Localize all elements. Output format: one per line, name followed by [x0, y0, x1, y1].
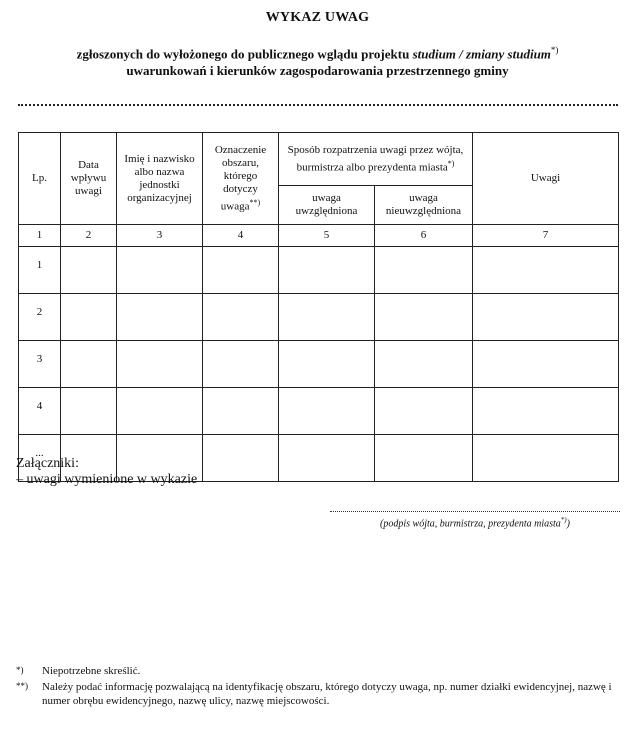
table-row [19, 388, 619, 435]
table-cell[interactable] [473, 435, 619, 482]
municipality-name-field[interactable] [18, 104, 618, 106]
column-number: 4 [203, 225, 279, 247]
header-method [279, 133, 473, 186]
row-number: 4 [19, 388, 61, 435]
header-remarks: Uwagi [473, 133, 619, 225]
table-cell[interactable] [279, 435, 375, 482]
table-row [19, 341, 619, 388]
column-number-row [19, 225, 619, 247]
column-number: 6 [375, 225, 473, 247]
header-lp: Lp. [19, 133, 61, 225]
footnote-text: Należy podać informację pozwalającą na identyfikację obszaru, którego dotyczy uwaga, np. numer działki ewidencyjnej, nazwę i numer obrębu ewidencyjnego, nazwę ulicy, nazwę miejscowości. [42, 681, 612, 707]
column-number: 3 [117, 225, 203, 247]
table-row [19, 247, 619, 294]
attachments-section [16, 456, 197, 488]
table-cell[interactable] [61, 247, 117, 294]
header-area-mark: **) [249, 197, 261, 207]
table-cell[interactable] [203, 341, 279, 388]
header-area-text: Oznaczenie obszaru, którego dotyczy uwaga [214, 143, 267, 213]
table-cell[interactable] [375, 247, 473, 294]
footnote [16, 680, 626, 708]
table-cell[interactable] [375, 435, 473, 482]
table-cell[interactable] [375, 294, 473, 341]
table-cell[interactable] [473, 247, 619, 294]
table-cell[interactable] [375, 388, 473, 435]
footnote-mark: **) [16, 681, 28, 691]
column-number: 2 [61, 225, 117, 247]
table-cell[interactable] [203, 435, 279, 482]
table-cell[interactable] [203, 388, 279, 435]
row-number: ... [19, 435, 61, 482]
signature-caption-end: ) [566, 518, 570, 530]
header-method-text: Sposób rozpatrzenia uwagi przez wójta, burmistrza albo prezydenta miasta [287, 143, 464, 174]
table-cell[interactable] [61, 388, 117, 435]
header-name: Imię i nazwisko albo nazwa jednostki organizacyjnej [117, 133, 203, 225]
remarks-table [18, 132, 619, 482]
table-cell[interactable] [473, 341, 619, 388]
attachments-item: – uwagi wymienione w wykazie [16, 472, 198, 487]
header-method-mark: *) [447, 158, 455, 168]
table-cell[interactable] [117, 247, 203, 294]
subtitle-text: zgłoszonych do wyłożonego do publicznego wglądu projektu [76, 46, 413, 62]
table-cell[interactable] [279, 341, 375, 388]
table-cell[interactable] [61, 341, 117, 388]
table-cell[interactable] [117, 388, 203, 435]
subtitle-line2: uwarunkowań i kierunków zagospodarowania przestrzennego gminy [126, 63, 509, 79]
signature-caption-mark: *) [560, 516, 567, 524]
document-subtitle [20, 42, 615, 79]
subtitle-italic: studium / zmiany studium [412, 46, 551, 62]
row-number: 3 [19, 341, 61, 388]
table-cell[interactable] [375, 341, 473, 388]
table-cell[interactable] [473, 294, 619, 341]
table-cell[interactable] [117, 341, 203, 388]
footnote-text: Niepotrzebne skreślić. [42, 665, 141, 677]
header-rejected: uwaga nieuwzględniona [375, 186, 473, 225]
column-number: 1 [19, 225, 61, 247]
signature-line[interactable] [330, 511, 620, 512]
header-accepted: uwaga uwzględniona [279, 186, 375, 225]
footnote-mark: *) [16, 665, 24, 675]
table-cell[interactable] [473, 388, 619, 435]
table-cell[interactable] [279, 247, 375, 294]
table-cell[interactable] [279, 388, 375, 435]
signature-caption [330, 516, 620, 529]
table-cell[interactable] [279, 294, 375, 341]
table-cell[interactable] [61, 294, 117, 341]
table-cell[interactable] [203, 294, 279, 341]
subtitle-footnote-mark: *) [550, 45, 559, 55]
row-number: 2 [19, 294, 61, 341]
table-cell[interactable] [203, 247, 279, 294]
row-number: 1 [19, 247, 61, 294]
table-cell[interactable] [117, 294, 203, 341]
signature-caption-text: (podpis wójta, burmistrza, prezydenta miasta [380, 518, 561, 530]
header-date: Data wpływu uwagi [61, 133, 117, 225]
column-number: 7 [473, 225, 619, 247]
footnote [16, 664, 626, 678]
footnotes-section [16, 664, 626, 710]
table-row [19, 294, 619, 341]
header-area [203, 133, 279, 225]
column-number: 5 [279, 225, 375, 247]
document-title: WYKAZ UWAG [265, 10, 370, 25]
attachments-label: Załączniki: [16, 456, 79, 471]
